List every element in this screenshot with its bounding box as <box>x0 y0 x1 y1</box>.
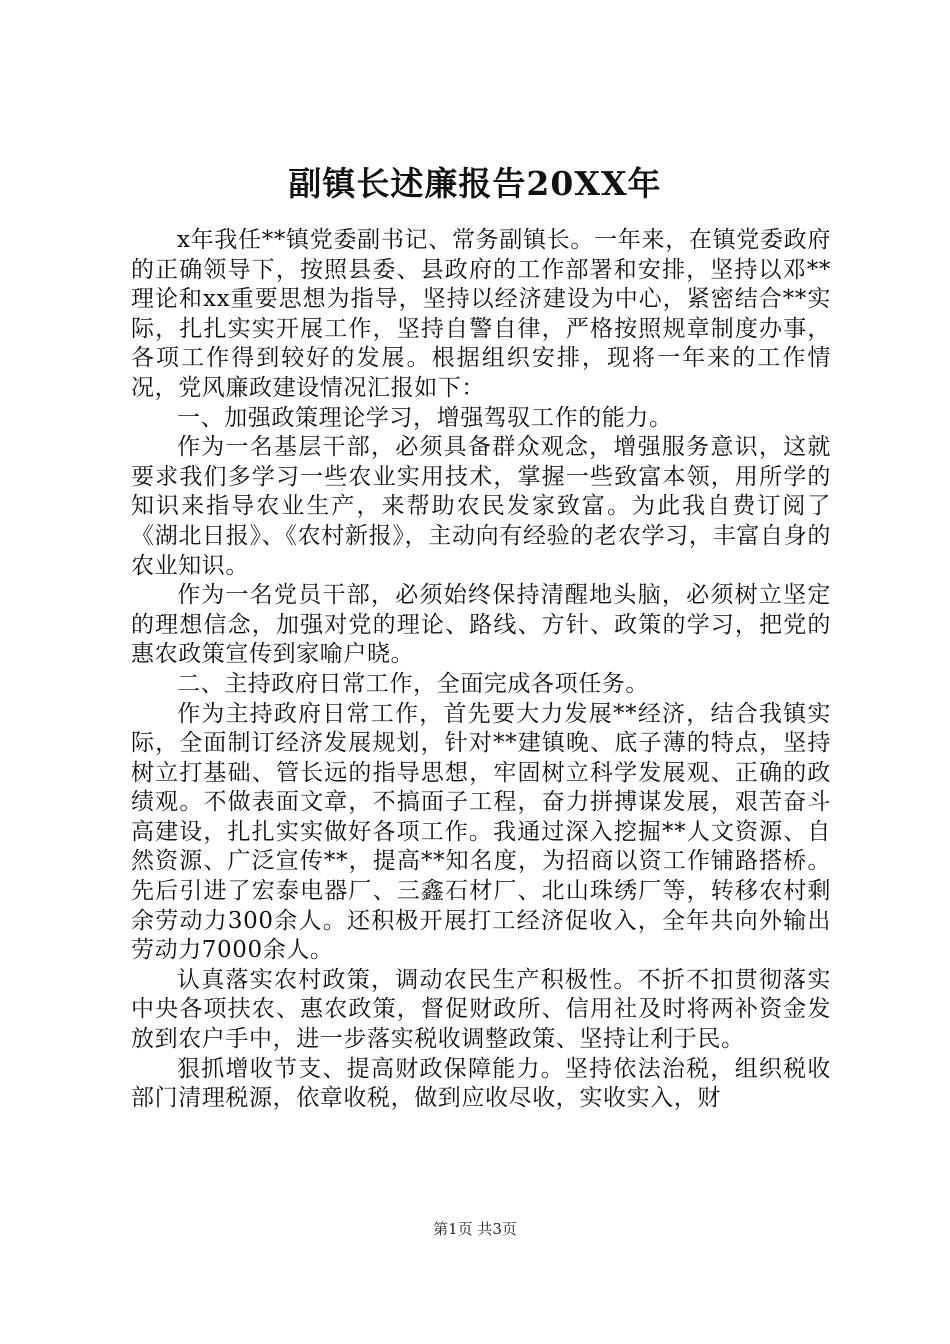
paragraph: 作为一名基层干部，必须具备群众观念，增强服务意识，这就要求我们多学习一些农业实用技术，掌握一些致富本领，用所学的知识来指导农业生产，来帮助农民发家致富。为此我自费订阅了《湖北日报》、《农村新报》，主动向有经验的老农学习，丰富自身的农业知识。 <box>131 434 831 579</box>
paragraph: 狠抓增收节支、提高财政保障能力。坚持依法治税，组织税收部门清理税源，依章收税，做到应收尽收，实收实入，财 <box>131 1055 831 1112</box>
section-heading-2: 二、主持政府日常工作，全面完成各项任务。 <box>177 670 649 697</box>
paragraph: 认真落实农村政策，调动农民生产积极性。不折不扣贯彻落实中央各项扶农、惠农政策，督促财政所、信用社及时将两补资金发放到农户手中，进一步落实税收调整政策、坚持让利于民。 <box>131 966 831 1053</box>
page-footer: 第1页 共3页 <box>433 1220 517 1238</box>
paragraph: 作为一名党员干部，必须始终保持清醒地头脑，必须树立坚定的理想信念，加强对党的理论、路线、方针、政策的学习，把党的惠农政策宣传到家喻户晓。 <box>131 582 831 668</box>
section-heading-1: 一、加强政策理论学习，增强驾驭工作的能力。 <box>177 404 673 431</box>
paragraph: 作为主持政府日常工作，首先要大力发展**经济，结合我镇实际，全面制订经济发展规划，针对**建镇晚、底子薄的特点，坚持树立打基础、管长远的指导思想，牢固树立科学发展观、正确的政绩观。不做表面文章，不搞面子工程，奋力拼搏谋发展，艰苦奋斗高建设，扎扎实实做好各项工作。我通过深入挖掘**人文资源、自然资源、广泛宣传**，提高**知名度，为招商以资工作铺路搭桥。先后引进了宏泰电器厂、三鑫石材厂、北山珠绣厂等，转移农村剩余劳动力300余人。还积极开展打工经济促收入，全年共向外输出劳动力7000余人。 <box>131 700 831 964</box>
paragraph-intro: x年我任**镇党委副书记、常务副镇长。一年来，在镇党委政府的正确领导下，按照县委、县政府的工作部署和安排，坚持以邓**理论和xx重要思想为指导，坚持以经济建设为中心，紧密结合**实际，扎扎实实开展工作，坚持自警自律，严格按照规章制度办事，各项工作得到较好的发展。根据组织安排，现将一年来的工作情况，党风廉政建设情况汇报如下： <box>131 227 831 401</box>
document-title: 副镇长述廉报告20XX年 <box>288 164 662 203</box>
document-body <box>131 226 831 1114</box>
